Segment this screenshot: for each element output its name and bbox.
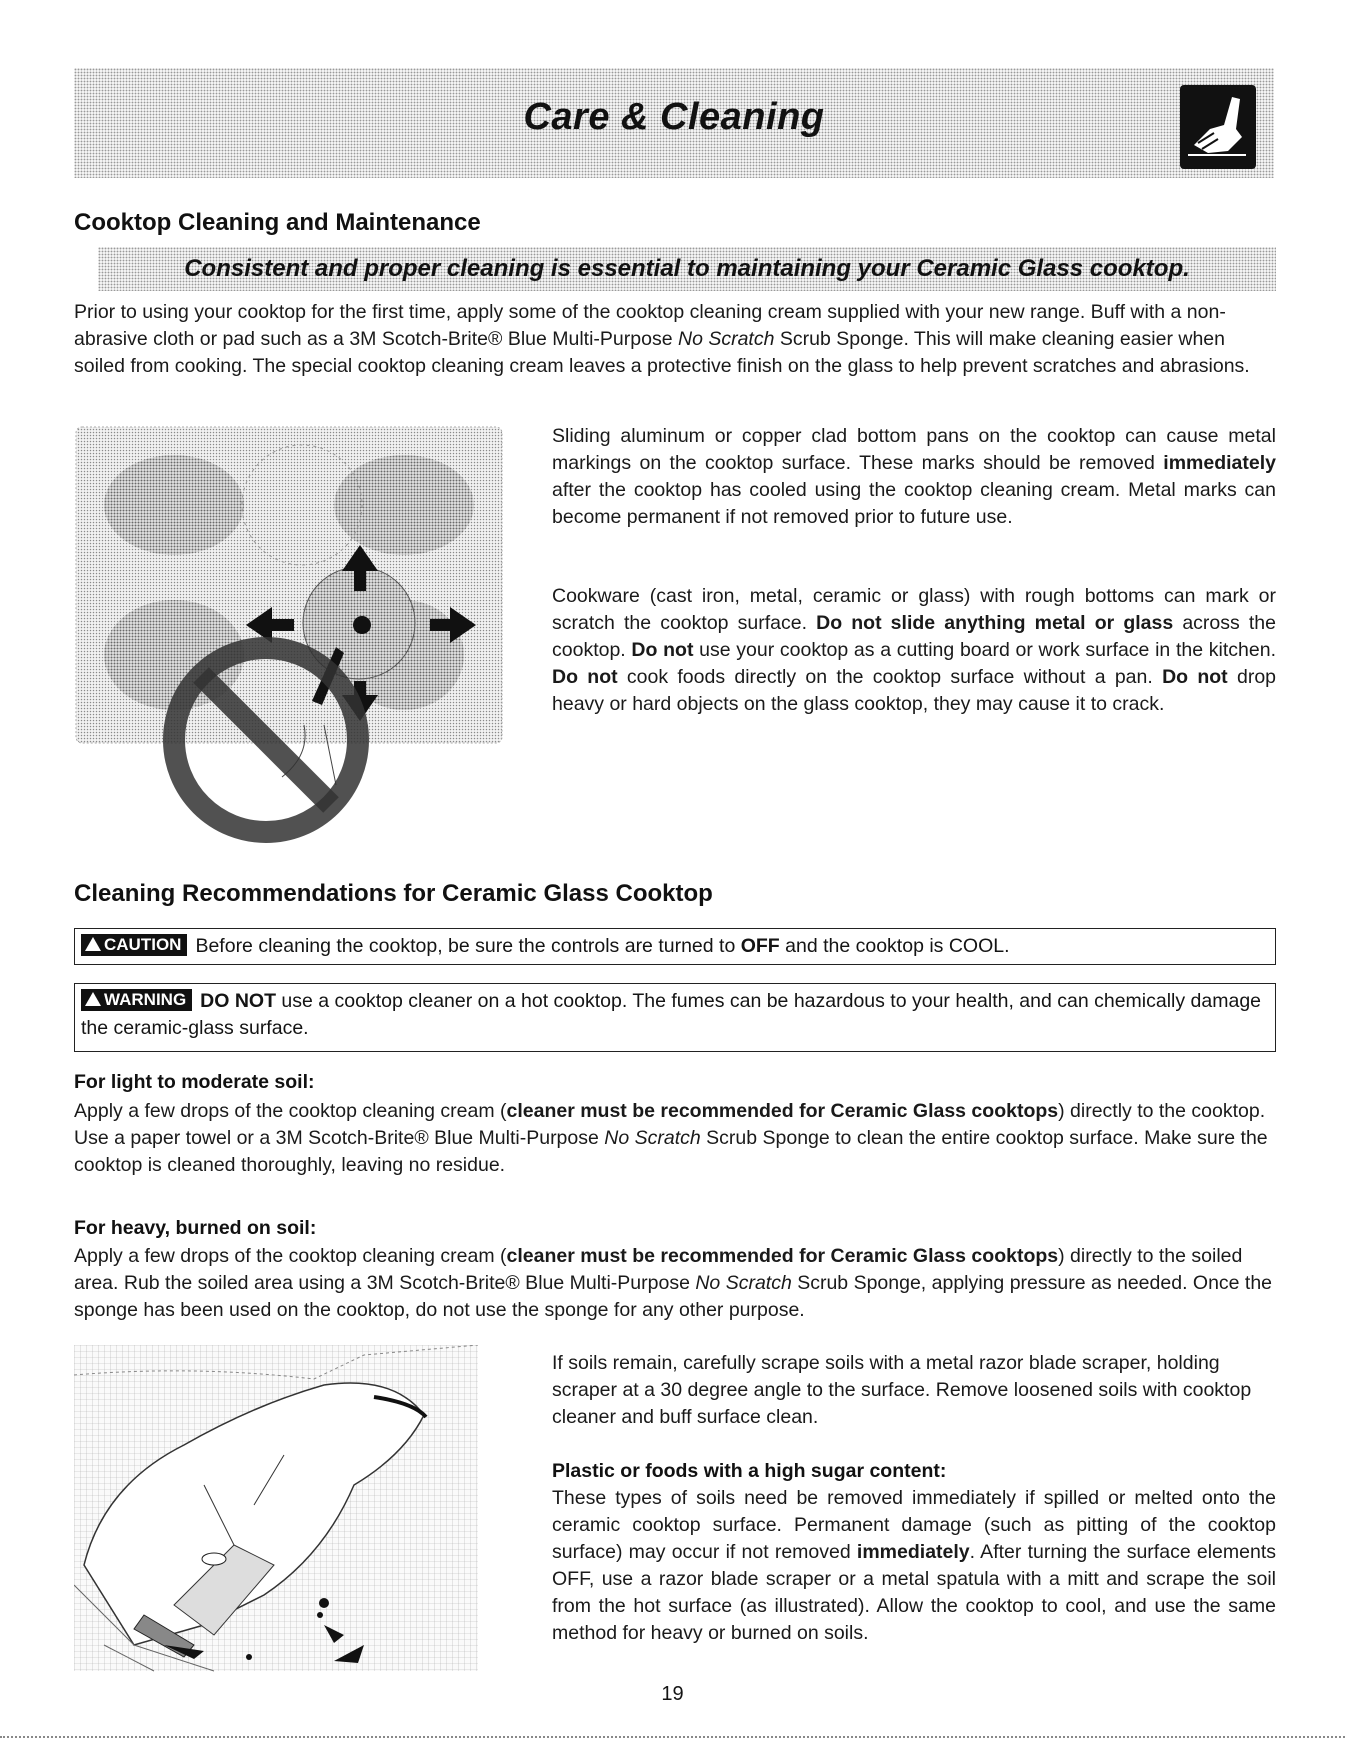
- section-heading-cooktop-maintenance: Cooktop Cleaning and Maintenance: [74, 209, 481, 236]
- page-title: Care & Cleaning: [523, 96, 825, 138]
- tagline: Consistent and proper cleaning is essential to maintaining your Ceramic Glass cooktop.: [184, 255, 1190, 282]
- cooktop-no-slide-illustration: [74, 425, 524, 855]
- heavy-soil-heading: For heavy, burned on soil:: [74, 1217, 317, 1239]
- tagline-band: [98, 247, 1276, 291]
- bottom-divider: [0, 1736, 1345, 1738]
- scraper-mitt-illustration: [74, 1345, 484, 1675]
- warning-triangle-icon: [85, 937, 101, 951]
- metal-marks-paragraph: Sliding aluminum or copper clad bottom pans on the cooktop can cause metal markings on the cooktop surface. These marks should be removed immediately after the cooktop has cooled using the cooktop cleaning cream. Metal marks can become permanent if not removed prior to future use.: [552, 425, 1276, 528]
- warning-badge: WARNING: [81, 989, 192, 1011]
- header-banner: [74, 68, 1274, 178]
- sugar-paragraph: These types of soils need be removed immediately if spilled or melted onto the ceramic cooktop surface. Permanent damage (such as pitting of the cooktop surface) may occur if not removed immediately. After turning the surface elements OFF, use a razor blade scraper or a metal spatula with a mitt and scrape the soil from the hot surface (as illustrated). Allow the cooktop to cool, and use the same method for heavy or burned on soils.: [552, 1487, 1276, 1644]
- intro-paragraph: Prior to using your cooktop for the first time, apply some of the cooktop cleaning cream supplied with your new range. Buff with a non-abrasive cloth or pad such as a 3M Scotch-Brite® Blue Multi-Purpose No Scratch Scrub Sponge. This will make cleaning easier when soiled from cooking. The special cooktop cleaning cream leaves a protective finish on the glass to help prevent scratches and abrasions.: [74, 301, 1250, 377]
- light-soil-heading: For light to moderate soil:: [74, 1071, 315, 1093]
- light-soil-paragraph: Apply a few drops of the cooktop cleaning cream (cleaner must be recommended for Ceramic Glass cooktops) directly to the cooktop. Use a paper towel or a 3M Scotch-Brite® Blue Multi-Purpose No Scratch Scrub Sponge to clean the entire cooktop surface. Make sure the cooktop is cleaned thoroughly, leaving no residue.: [74, 1100, 1268, 1176]
- page-number: 19: [661, 1683, 684, 1705]
- heavy-soil-paragraph: Apply a few drops of the cooktop cleaning cream (cleaner must be recommended for Ceramic Glass cooktops) directly to the soiled area. Rub the soiled area using a 3M Scotch-Brite® Blue Multi-Purpose No Scratch Scrub Sponge, applying pressure as needed. Once the sponge has been used on the cooktop, do not use the sponge for any other purpose.: [74, 1245, 1273, 1321]
- warning-notice: WARNING DO NOT use a cooktop cleaner on a hot cooktop. The fumes can be hazardous to your health, and can chemically damage the ceramic-glass surface.: [74, 983, 1276, 1052]
- cleaning-hand-icon: [1180, 85, 1256, 169]
- warning-triangle-icon: [85, 992, 101, 1006]
- cookware-paragraph: Cookware (cast iron, metal, ceramic or glass) with rough bottoms can mark or scratch the cooktop surface. Do not slide anything metal or glass across the cooktop. Do not use your cooktop as a cutting board or work surface in the kitchen. Do not cook foods directly on the cooktop surface without a pan. Do not drop heavy or hard objects on the glass cooktop, they may cause it to crack.: [552, 585, 1277, 715]
- sugar-heading: Plastic or foods with a high sugar content:: [552, 1460, 947, 1482]
- caution-notice: CAUTION Before cleaning the cooktop, be sure the controls are turned to OFF and the cooktop is COOL.: [74, 928, 1276, 965]
- section-heading-cleaning-recommendations: Cleaning Recommendations for Ceramic Glass Cooktop: [74, 880, 713, 907]
- scrape-paragraph: If soils remain, carefully scrape soils with a metal razor blade scraper, holding scraper at a 30 degree angle to the surface. Remove loosened soils with cooktop cleaner and buff surface clean.: [552, 1352, 1252, 1428]
- caution-badge: CAUTION: [81, 934, 187, 956]
